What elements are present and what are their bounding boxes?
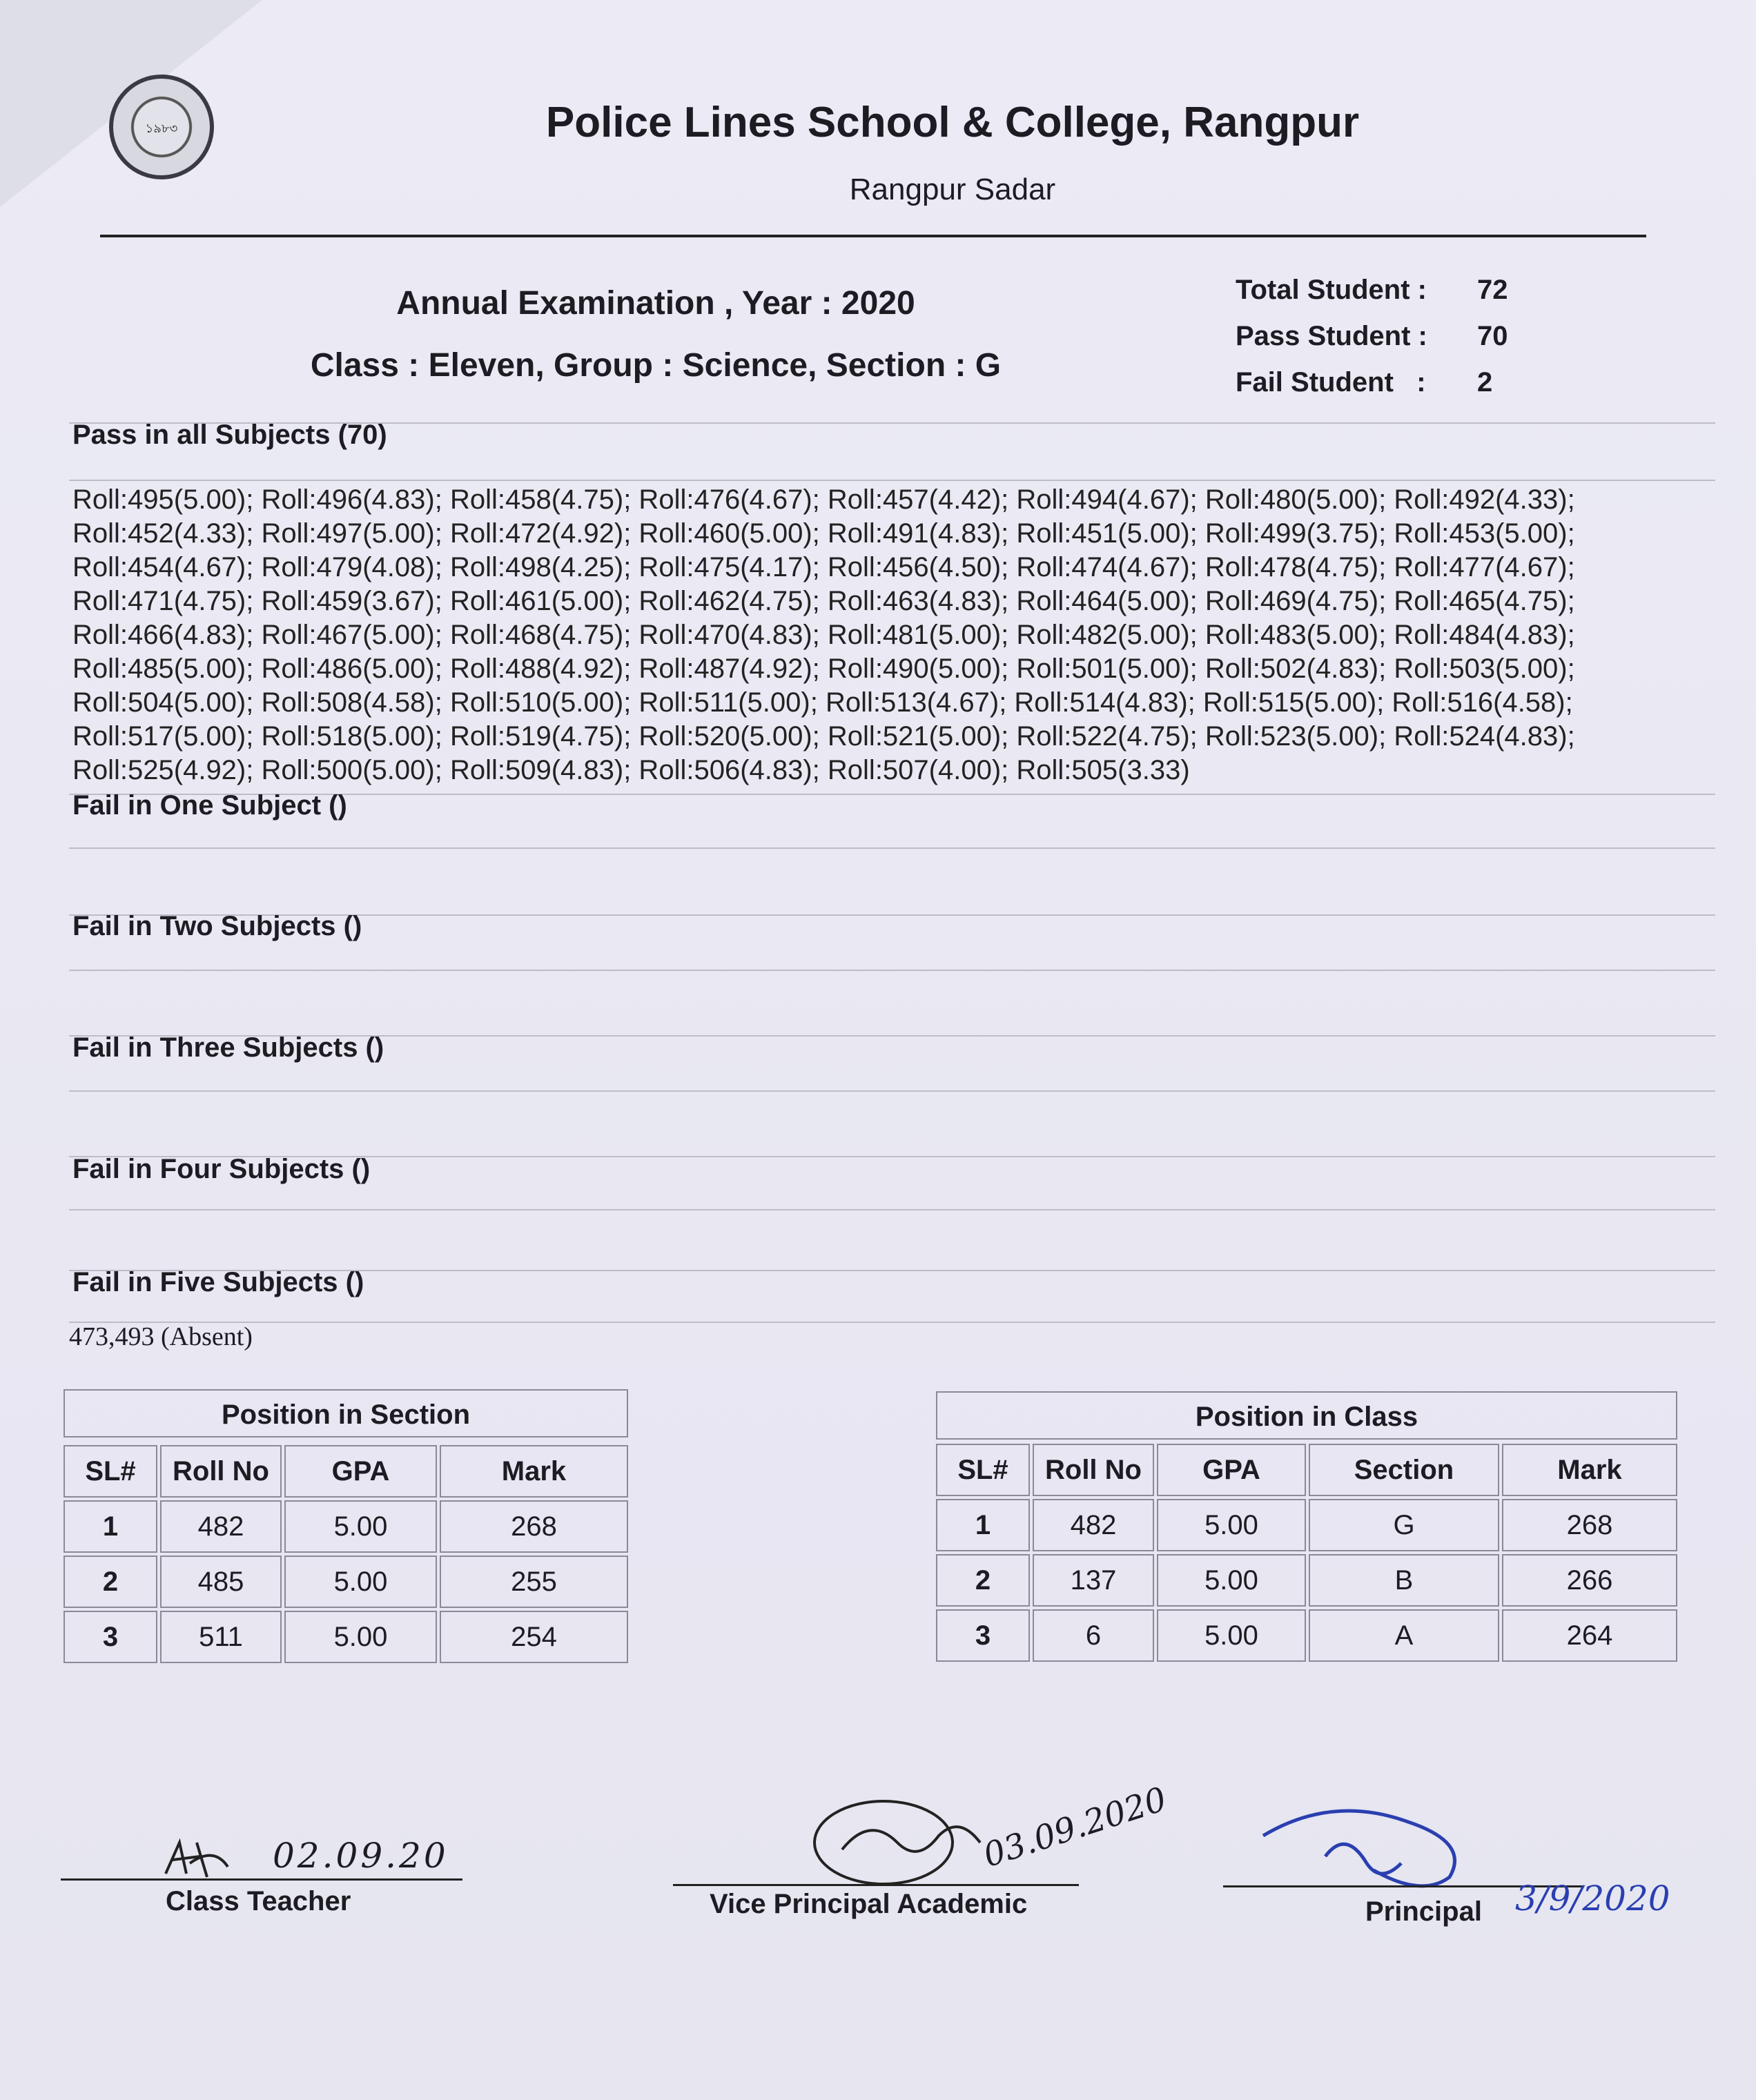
roll-line: Roll:454(4.67); Roll:479(4.08); Roll:498(4.25); Roll:475(4.17); Roll:456(4.50); Roll:474(4.67); Roll:478(4.75); Roll:477(4.67); <box>72 552 1575 582</box>
table-row <box>936 1554 1677 1607</box>
principal-signature <box>1249 1794 1539 1905</box>
school-location: Rangpur Sadar <box>849 173 1056 206</box>
cell-roll: 6 <box>1033 1609 1154 1662</box>
cell-mark: 254 <box>440 1611 628 1663</box>
absent-rolls: 473,493 (Absent) <box>69 1322 253 1351</box>
school-seal-logo <box>109 75 214 179</box>
roll-line: Roll:471(4.75); Roll:459(3.67); Roll:461(5.00); Roll:462(4.75); Roll:463(4.83); Roll:464(5.00); Roll:469(4.75); Roll:465(4.75); <box>72 586 1575 616</box>
principal-date: 3/9/2020 <box>1515 1878 1670 1919</box>
pass-student-label: Pass Student : <box>1236 321 1427 351</box>
total-student-label: Total Student : <box>1236 275 1427 305</box>
cell-mark: 268 <box>440 1500 628 1553</box>
roll-line: Roll:495(5.00); Roll:496(4.83); Roll:458(4.75); Roll:476(4.67); Roll:457(4.42); Roll:494(4.67); Roll:480(5.00); Roll:492(4.33); <box>72 484 1575 515</box>
column-header: Roll No <box>1033 1444 1154 1496</box>
cell-gpa: 5.00 <box>284 1556 437 1608</box>
roll-line: Roll:452(4.33); Roll:497(5.00); Roll:472(4.92); Roll:460(5.00); Roll:491(4.83); Roll:451(5.00); Roll:499(3.75); Roll:453(5.00); <box>72 518 1575 549</box>
pass-all-heading: Pass in all Subjects (70) <box>72 420 387 450</box>
exam-title: Annual Examination , Year : 2020 <box>396 285 915 322</box>
position-class-table <box>933 1441 1680 1665</box>
cell-section: B <box>1309 1554 1499 1607</box>
vice-principal-line <box>673 1884 1079 1886</box>
table-row <box>64 1500 628 1553</box>
cell-section: A <box>1309 1609 1499 1662</box>
class-info: Class : Eleven, Group : Science, Section : G <box>310 347 1002 384</box>
cell-roll: 485 <box>160 1556 282 1608</box>
fail-one-heading: Fail in One Subject () <box>72 790 347 821</box>
pass-rolls-list <box>72 483 1715 787</box>
total-student-stat <box>1236 275 1532 306</box>
fail-three-heading: Fail in Three Subjects () <box>72 1032 384 1063</box>
cell-gpa: 5.00 <box>284 1611 437 1663</box>
roll-line: Roll:485(5.00); Roll:486(5.00); Roll:488(4.92); Roll:487(4.92); Roll:490(5.00); Roll:501(5.00); Roll:502(4.83); Roll:503(5.00); <box>72 654 1575 684</box>
cell-section: G <box>1309 1499 1499 1551</box>
cell-sl: 1 <box>936 1499 1030 1551</box>
fail-student-label: Fail Student : <box>1236 367 1426 398</box>
cell-roll: 482 <box>1033 1499 1154 1551</box>
cell-sl: 2 <box>936 1554 1030 1607</box>
divider <box>69 847 1715 849</box>
class-teacher-line <box>61 1878 462 1881</box>
roll-line: Roll:525(4.92); Roll:500(5.00); Roll:509(4.83); Roll:506(4.83); Roll:507(4.00); Roll:505(3.33) <box>72 755 1190 785</box>
table-row <box>64 1611 628 1663</box>
fail-student-stat <box>1236 367 1532 398</box>
divider <box>69 1209 1715 1210</box>
cell-sl: 2 <box>64 1556 157 1608</box>
header-divider <box>100 235 1646 237</box>
pass-student-value: 70 <box>1477 321 1508 351</box>
roll-line: Roll:517(5.00); Roll:518(5.00); Roll:519(4.75); Roll:520(5.00); Roll:521(5.00); Roll:522(4.75); Roll:523(5.00); Roll:524(4.83); <box>72 721 1575 752</box>
fail-student-value: 2 <box>1477 367 1493 398</box>
cell-roll: 137 <box>1033 1554 1154 1607</box>
cell-mark: 268 <box>1502 1499 1677 1551</box>
cell-gpa: 5.00 <box>1157 1499 1306 1551</box>
column-header: Mark <box>440 1445 628 1498</box>
divider <box>69 970 1715 971</box>
fail-five-heading: Fail in Five Subjects () <box>72 1267 364 1297</box>
cell-roll: 482 <box>160 1500 282 1553</box>
table-header-row <box>64 1445 628 1498</box>
class-teacher-label: Class Teacher <box>166 1886 351 1916</box>
cell-sl: 3 <box>936 1609 1030 1662</box>
column-header: GPA <box>1157 1444 1306 1496</box>
seal-text: ১৯৮৩ <box>145 121 178 135</box>
cell-gpa: 5.00 <box>1157 1609 1306 1662</box>
cell-mark: 255 <box>440 1556 628 1608</box>
total-student-value: 72 <box>1477 275 1508 305</box>
column-header: Mark <box>1502 1444 1677 1496</box>
cell-gpa: 5.00 <box>284 1500 437 1553</box>
pass-student-stat <box>1236 321 1532 352</box>
column-header: GPA <box>284 1445 437 1498</box>
fail-two-heading: Fail in Two Subjects () <box>72 911 362 941</box>
table-row <box>64 1556 628 1608</box>
roll-line: Roll:466(4.83); Roll:467(5.00); Roll:468(4.75); Roll:470(4.83); Roll:481(5.00); Roll:482(5.00); Roll:483(5.00); Roll:484(4.83); <box>72 620 1575 650</box>
cell-gpa: 5.00 <box>1157 1554 1306 1607</box>
vice-principal-date: 03.09.2020 <box>979 1779 1171 1876</box>
divider <box>69 1322 1715 1323</box>
cell-sl: 3 <box>64 1611 157 1663</box>
column-header: SL# <box>64 1445 157 1498</box>
column-header: Section <box>1309 1444 1499 1496</box>
cell-roll: 511 <box>160 1611 282 1663</box>
school-title: Police Lines School & College, Rangpur <box>545 99 1360 146</box>
table-row <box>936 1609 1677 1662</box>
vice-principal-signature <box>801 1787 1008 1898</box>
position-class-caption: Position in Class <box>936 1391 1677 1440</box>
position-section-caption: Position in Section <box>64 1389 628 1437</box>
class-teacher-date: 02.09.20 <box>273 1836 449 1876</box>
column-header: SL# <box>936 1444 1030 1496</box>
cell-mark: 266 <box>1502 1554 1677 1607</box>
cell-sl: 1 <box>64 1500 157 1553</box>
column-header: Roll No <box>160 1445 282 1498</box>
divider <box>69 480 1715 481</box>
fail-four-heading: Fail in Four Subjects () <box>72 1154 371 1184</box>
table-row <box>936 1499 1677 1551</box>
position-section-table <box>61 1442 631 1666</box>
table-header-row <box>936 1444 1677 1496</box>
cell-mark: 264 <box>1502 1609 1677 1662</box>
divider <box>69 1090 1715 1092</box>
roll-line: Roll:504(5.00); Roll:508(4.58); Roll:510(5.00); Roll:511(5.00); Roll:513(4.67); Roll:514(4.83); Roll:515(5.00); Roll:516(4.58); <box>72 687 1573 718</box>
vice-principal-label: Vice Principal Academic <box>710 1889 1028 1919</box>
principal-label: Principal <box>1365 1896 1482 1927</box>
